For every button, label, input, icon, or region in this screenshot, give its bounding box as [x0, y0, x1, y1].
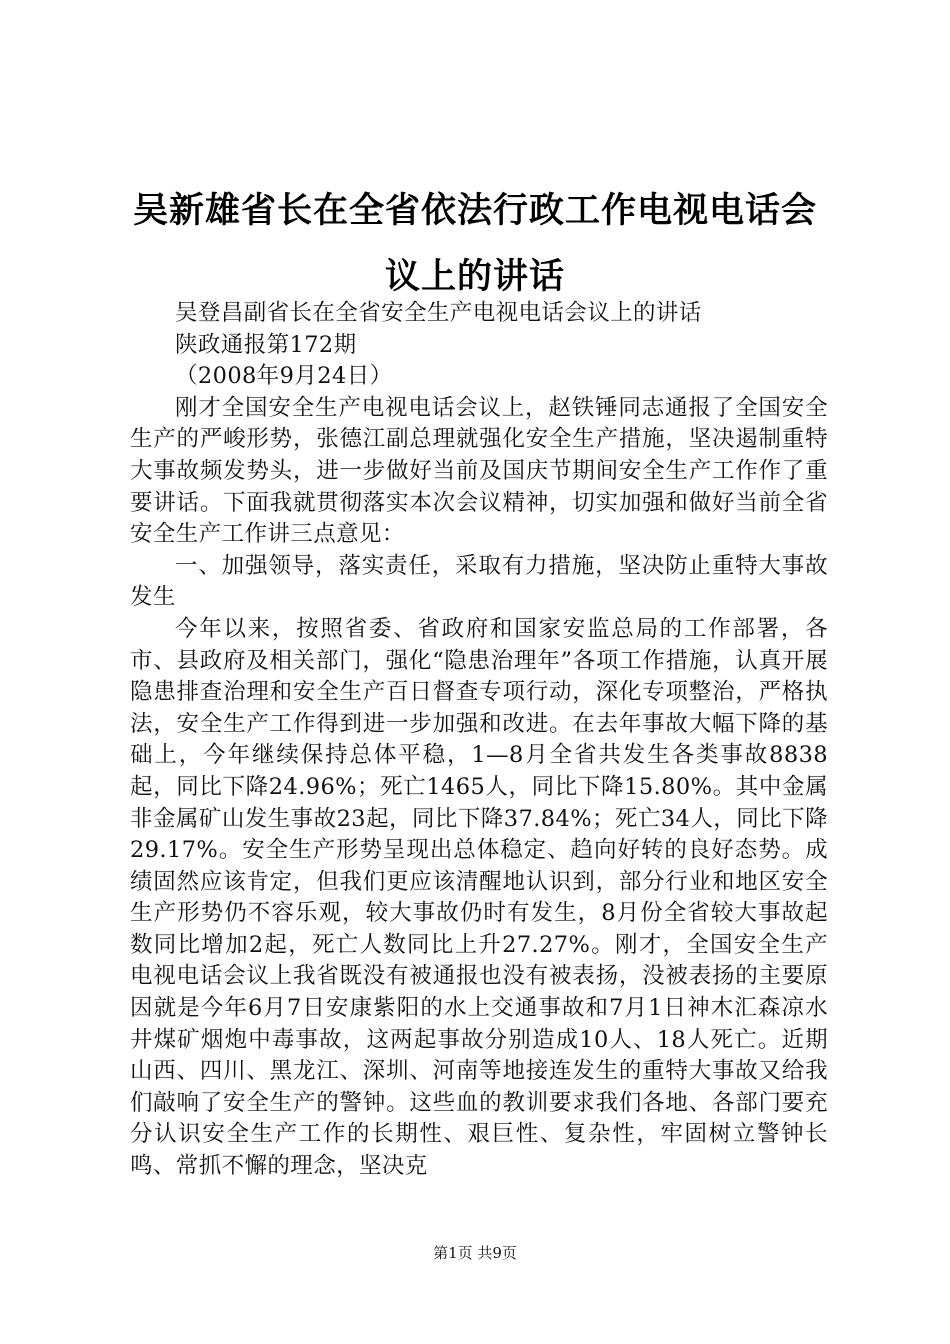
subtitle-paragraph: 吴登昌副省长在全省安全生产电视电话会议上的讲话: [175, 300, 702, 326]
section-heading-paragraph: 一、加强领导，落实责任，采取有力措施，坚决防止重特大事故发生: [130, 552, 828, 611]
page-footer: 第1页 共9页: [433, 1244, 517, 1262]
body-paragraph: 今年以来，按照省委、省政府和国家安监总局的工作部署，各市、县政府及相关部门，强化“隐患治理年”各项工作措施，认真开展隐患排查治理和安全生产百日督查专项行动，深化专项整治，严格执法，安全生产工作得到进一步加强和改进。在去年事故大幅下降的基础上，今年继续保持总体平稳，1—8月全省共发生各类事故8838起，同比下降24.96%；死亡1465人，同比下降15.80%。其中金属非金属矿山发生事故23起，同比下降37.84%；死亡34人，同比下降29.17%。安全生产形势呈现出总体稳定、趋向好转的良好态势。成绩固然应该肯定，但我们更应该清醒地认识到，部分行业和地区安全生产形势仍不容乐观，较大事故仍时有发生，8月份全省较大事故起数同比增加2起，死亡人数同比上升27.27%。刚才，全国安全生产电视电话会议上我省既没有被通报也没有被表扬，没被表扬的主要原因就是今年6月7日安康紫阳的水上交通事故和7月1日神木汇森凉水井煤矿烟炮中毒事故，这两起事故分别造成10人、18人死亡。近期山西、四川、黑龙江、深圳、河南等地接连发生的重特大事故又给我们敲响了安全生产的警钟。这些血的教训要求我们各地、各部门要充分认识安全生产工作的长期性、艰巨性、复杂性，牢固树立警钟长鸣、常抓不懈的理念，坚决克: [130, 615, 828, 1180]
document-body: [130, 298, 828, 1183]
date-paragraph: （2008年9月24日）: [175, 363, 393, 390]
body-paragraph: 刚才全国安全生产电视电话会议上，赵铁锤同志通报了全国安全生产的严峻形势，张德江副总理就强化安全生产措施，坚决遏制重特大事故频发势头，进一步做好当前及国庆节期间安全生产工作作了重要讲话。下面我就贯彻落实本次会议精神，切实加强和做好当前全省安全生产工作讲三点意见：: [130, 394, 828, 548]
bulletin-number-paragraph: 陕政通报第172期: [175, 331, 357, 358]
document-title: 吴新雄省长在全省依法行政工作电视电话会议上的讲话: [132, 191, 817, 297]
